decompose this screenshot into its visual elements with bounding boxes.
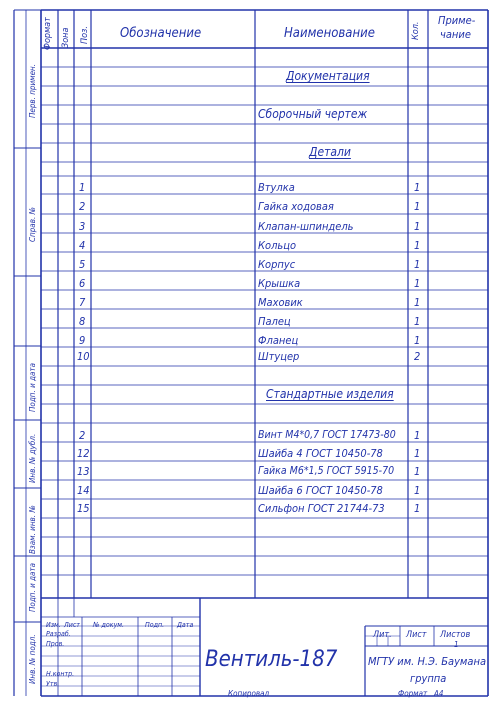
tb-sheets: Листов xyxy=(440,630,471,640)
tb-izm: Изм. xyxy=(46,621,61,629)
item-qty-1: 1 xyxy=(414,181,421,194)
std-name-5: Сильфон ГОСТ 21744-73 xyxy=(258,502,385,515)
std-pos-2: 12 xyxy=(77,447,90,460)
std-pos-5: 15 xyxy=(77,502,90,515)
tb-podp: Подп. xyxy=(145,621,165,629)
item-name-2: Гайка ходовая xyxy=(258,200,334,213)
item-pos-9: 9 xyxy=(79,334,86,347)
item-qty-3: 1 xyxy=(414,220,421,233)
tb-utv: Утв. xyxy=(46,680,60,688)
item-qty-10: 2 xyxy=(414,350,421,363)
section-documentation: Документация xyxy=(286,69,370,83)
margin-inv-dubl: Инв. № дубл. xyxy=(28,433,37,483)
std-pos-3: 13 xyxy=(77,465,90,478)
std-name-2: Шайба 4 ГОСТ 10450-78 xyxy=(258,447,383,460)
margin-vzam-inv: Взам. инв. № xyxy=(28,505,37,554)
tb-prov: Пров. xyxy=(46,640,65,648)
section-details: Детали xyxy=(309,145,351,159)
item-name-6: Крышка xyxy=(258,277,301,290)
item-pos-5: 5 xyxy=(79,258,86,271)
header-zone: Зона xyxy=(61,27,71,48)
tb-org-line2: группа xyxy=(410,672,447,685)
std-name-3: Гайка М6*1,5 ГОСТ 5915-70 xyxy=(258,465,395,477)
item-name-5: Корпус xyxy=(258,258,296,271)
tb-data: Дата xyxy=(177,621,194,629)
tb-n-dokum: № докум. xyxy=(93,621,125,629)
header-pos: Поз. xyxy=(80,26,90,44)
item-pos-4: 4 xyxy=(79,239,86,252)
margin-perv-primen: Перв. примен. xyxy=(28,63,37,118)
std-name-4: Шайба 6 ГОСТ 10450-78 xyxy=(258,484,383,497)
margin-podp-data-1: Подп. и дата xyxy=(28,362,37,412)
item-pos-1: 1 xyxy=(79,181,86,194)
item-pos-3: 3 xyxy=(79,220,86,233)
item-name-1: Втулка xyxy=(258,181,295,194)
std-pos-1: 2 xyxy=(79,429,86,442)
item-pos-2: 2 xyxy=(79,200,86,213)
std-qty-2: 1 xyxy=(414,447,421,460)
footer-format-value: А4 xyxy=(434,689,444,698)
tb-sheets-value: 1 xyxy=(454,640,459,649)
tb-org-line1: МГТУ им. Н.Э. Баумана xyxy=(368,655,487,668)
margin-sprav-no: Справ. № xyxy=(28,206,37,242)
header-note-1: Приме- xyxy=(438,14,476,27)
std-name-1: Винт М4*0,7 ГОСТ 17473-80 xyxy=(258,429,396,441)
item-qty-9: 1 xyxy=(414,334,421,347)
footer-format: Формат xyxy=(398,689,428,698)
header-designation: Обозначение xyxy=(120,26,202,41)
item-qty-7: 1 xyxy=(414,296,421,309)
item-pos-8: 8 xyxy=(79,315,86,328)
tb-list: Лист xyxy=(64,621,80,629)
header-note-2: чание xyxy=(440,28,471,41)
item-qty-5: 1 xyxy=(414,258,421,271)
item-name-10: Штуцер xyxy=(258,350,300,363)
item-name-7: Маховик xyxy=(258,296,303,309)
item-qty-6: 1 xyxy=(414,277,421,290)
std-qty-1: 1 xyxy=(414,429,421,442)
tb-razrab: Разраб. xyxy=(46,630,71,638)
tb-title: Вентиль-187 xyxy=(205,647,338,672)
margin-podp-data-2: Подп. и дата xyxy=(28,562,37,612)
std-pos-4: 14 xyxy=(77,484,90,497)
item-pos-6: 6 xyxy=(79,277,86,290)
item-pos-10: 10 xyxy=(77,350,90,363)
item-name-9: Фланец xyxy=(258,334,299,347)
std-qty-4: 1 xyxy=(414,484,421,497)
tb-lit: Лит. xyxy=(373,630,392,640)
tb-n-kontr: Н.контр. xyxy=(46,670,75,678)
item-qty-2: 1 xyxy=(414,200,421,213)
item-qty-8: 1 xyxy=(414,315,421,328)
item-name-4: Кольцо xyxy=(258,239,297,252)
header-format: Формат xyxy=(43,17,53,50)
std-qty-3: 1 xyxy=(414,465,421,478)
header-name: Наименование xyxy=(284,26,375,41)
item-pos-7: 7 xyxy=(79,296,86,309)
section-assembly-drawing: Сборочный чертеж xyxy=(258,107,368,121)
section-standard: Стандартные изделия xyxy=(266,387,394,401)
std-qty-5: 1 xyxy=(414,502,421,515)
item-qty-4: 1 xyxy=(414,239,421,252)
item-name-8: Палец xyxy=(258,315,291,328)
tb-sheet: Лист xyxy=(406,630,427,640)
header-qty: Кол. xyxy=(411,21,421,40)
margin-inv-podl: Инв. № подл. xyxy=(28,634,37,684)
item-name-3: Клапан-шпиндель xyxy=(258,220,354,233)
footer-copied: Копировал xyxy=(228,689,270,698)
